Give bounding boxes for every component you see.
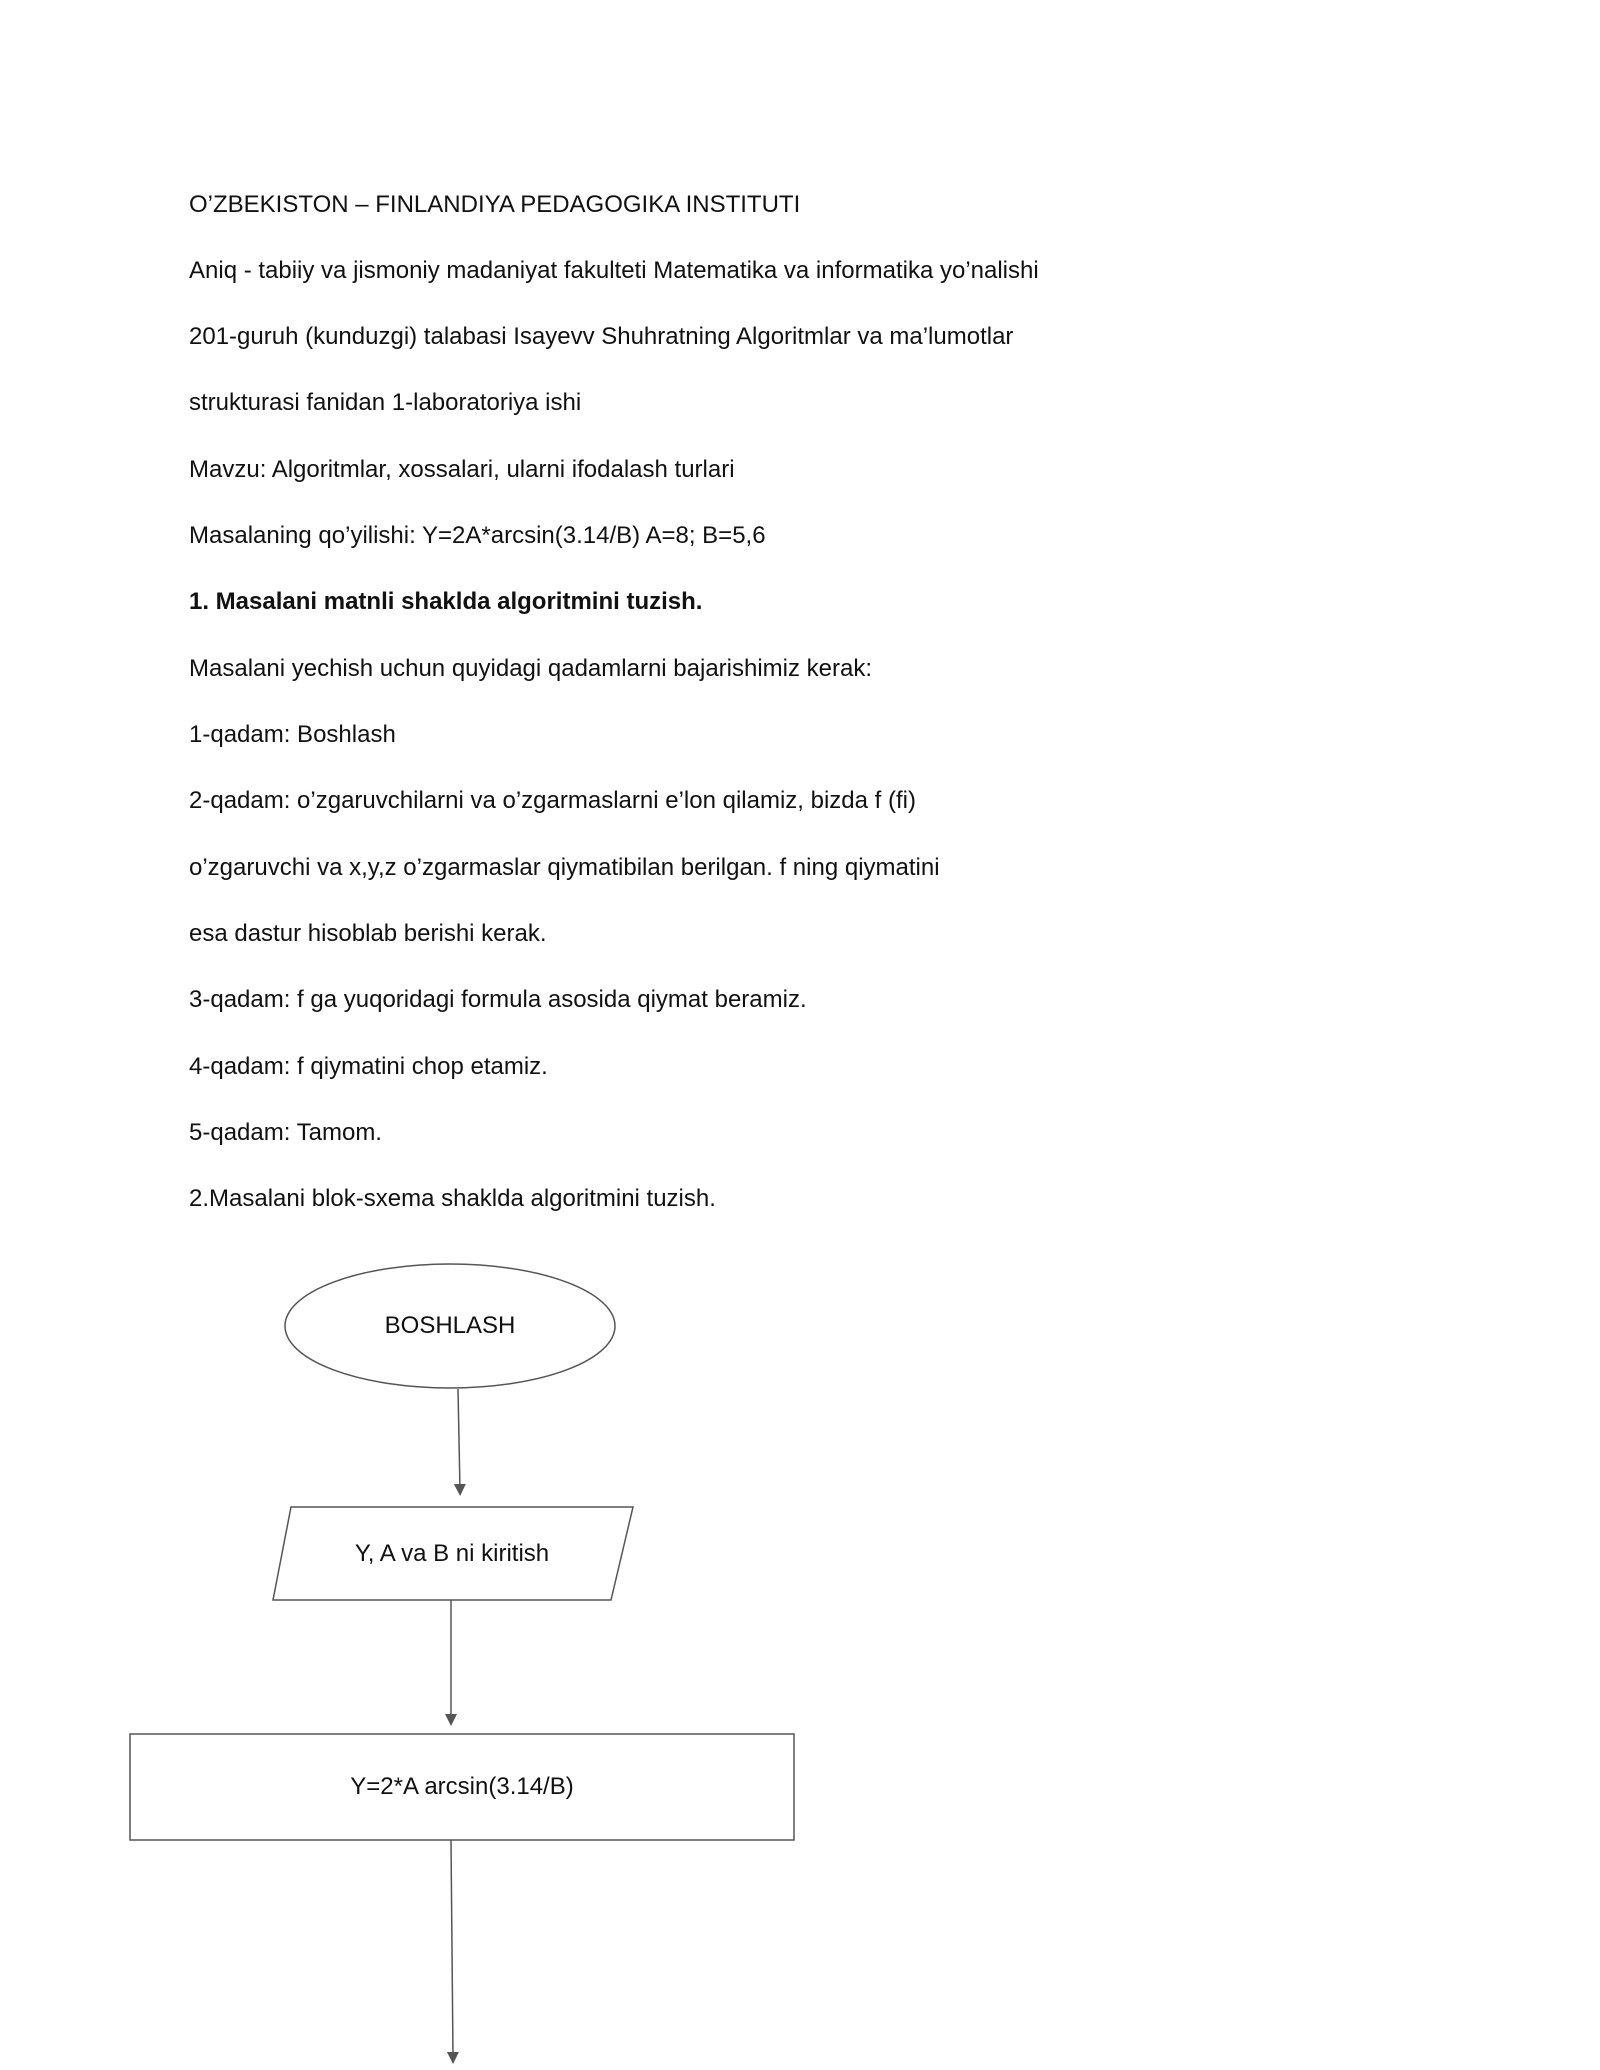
step-2: 2-qadam: o’zgaruvchilarni va o’zgarmaslarni e’lon qilamiz, bizda f (fi) bbox=[189, 787, 916, 814]
section-1-heading: 1. Masalani matnli shaklda algoritmini tuzish. bbox=[189, 588, 703, 615]
student-line: 201-guruh (kunduzgi) talabasi Isayevv Shuhratning Algoritmlar va ma’lumotlar bbox=[189, 323, 1014, 350]
section-2-heading: 2.Masalani blok-sxema shaklda algoritmini tuzish. bbox=[189, 1185, 716, 1212]
start-terminal-label: BOSHLASH bbox=[384, 1312, 516, 1339]
steps-intro: Masalani yechish uchun quyidagi qadamlarni bajarishimiz kerak: bbox=[189, 655, 873, 682]
topic-line: Mavzu: Algoritmlar, xossalari, ularni ifodalash turlari bbox=[189, 456, 735, 483]
faculty-line: Aniq - tabiiy va jismoniy madaniyat fakulteti Matematika va informatika yo’nalishi bbox=[189, 257, 1039, 284]
input-label: Y, A va B ni kiritish bbox=[354, 1540, 550, 1567]
problem-statement: Masalaning qo’yilishi: Y=2A*arcsin(3.14/B) A=8; B=5,6 bbox=[189, 522, 766, 549]
step-1: 1-qadam: Boshlash bbox=[189, 721, 396, 748]
institute-title: O’ZBEKISTON – FINLANDIYA PEDAGOGIKA INSTITUTI bbox=[189, 191, 801, 218]
step-5: 5-qadam: Tamom. bbox=[189, 1119, 382, 1146]
step-4: 4-qadam: f qiymatini chop etamiz. bbox=[189, 1053, 548, 1080]
step-2-continued-2: esa dastur hisoblab berishi kerak. bbox=[189, 920, 547, 947]
process-label: Y=2*A arcsin(3.14/B) bbox=[350, 1773, 574, 1800]
arrow-process-to-next bbox=[451, 1840, 453, 2058]
step-3: 3-qadam: f ga yuqoridagi formula asosida qiymat beramiz. bbox=[189, 986, 807, 1013]
arrow-start-to-input bbox=[458, 1389, 460, 1490]
subject-line: strukturasi fanidan 1-laboratoriya ishi bbox=[189, 389, 582, 416]
step-2-continued: o’zgaruvchi va x,y,z o’zgarmaslar qiymatibilan berilgan. f ning qiymatini bbox=[189, 854, 940, 881]
